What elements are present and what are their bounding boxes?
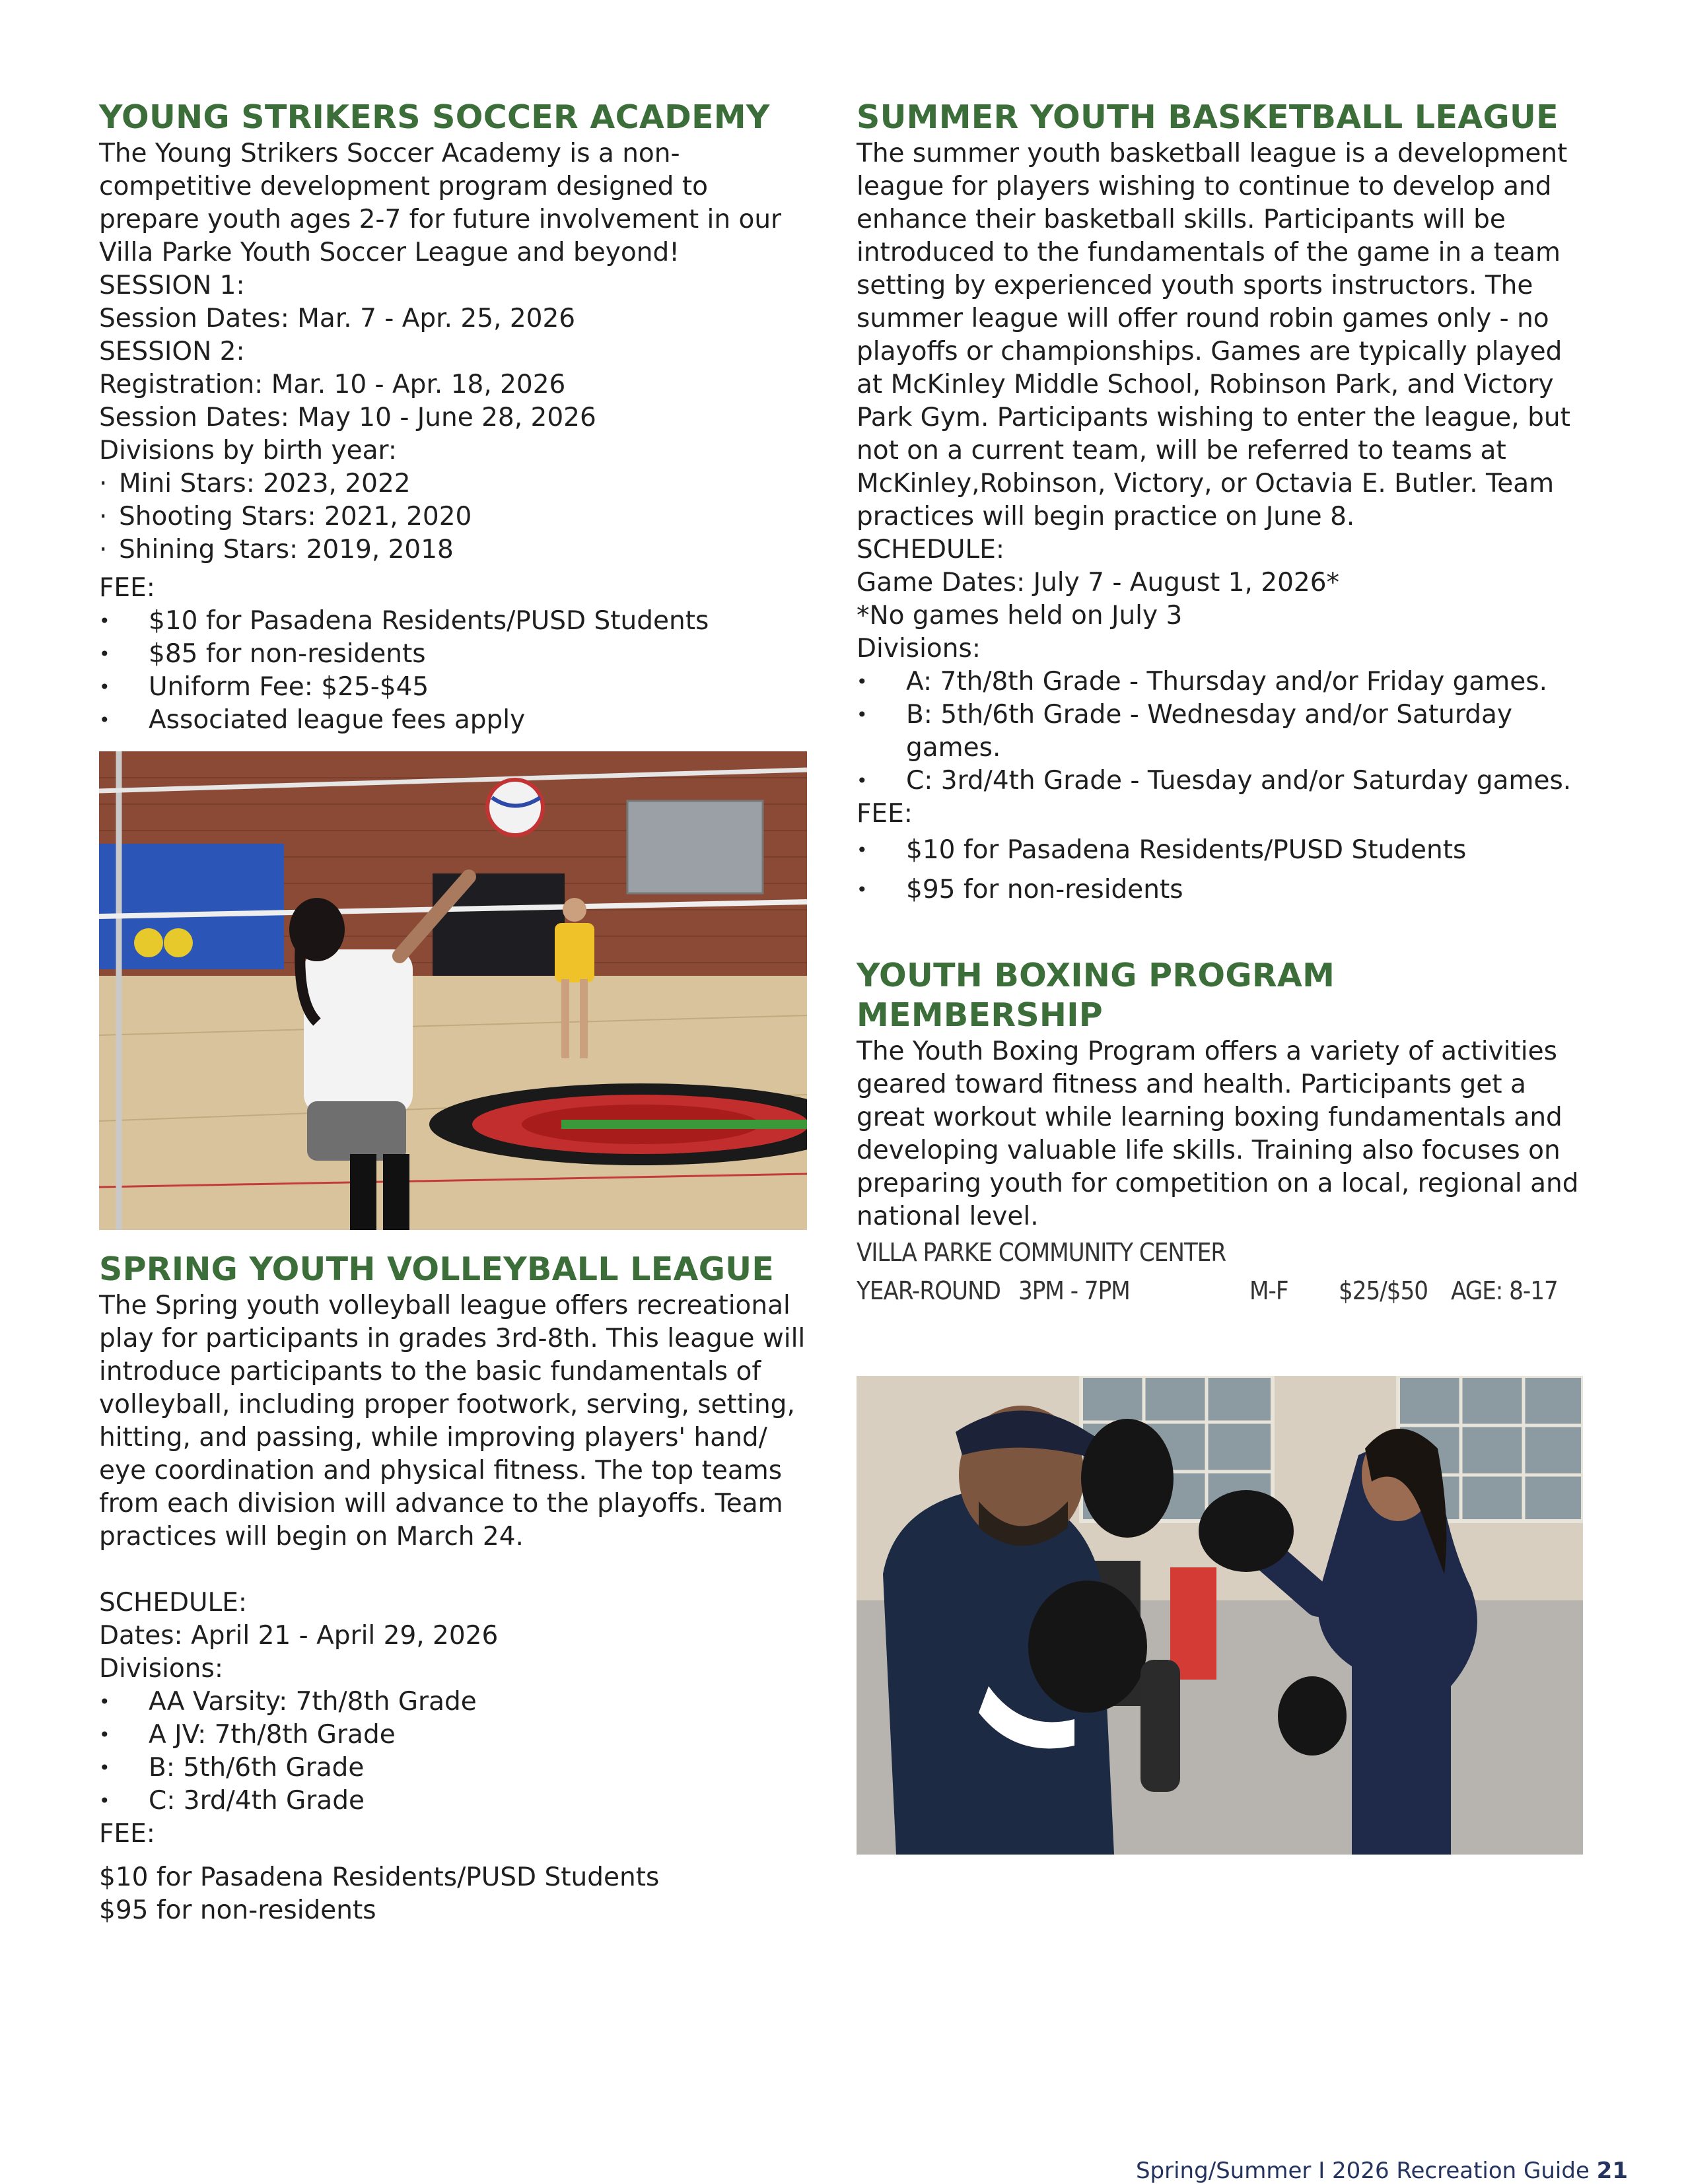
list-item: • C: 3rd/4th Grade <box>99 1785 806 1818</box>
list-item: · Mini Stars: 2023, 2022 <box>99 467 806 500</box>
list-item: • B: 5th/6th Grade <box>99 1752 806 1785</box>
soccer-session1-dates: Session Dates: Mar. 7 - Apr. 25, 2026 <box>99 304 576 333</box>
boxing-season: YEAR-ROUND <box>857 1276 1000 1305</box>
list-item: • A: 7th/8th Grade - Thursday and/or Friday games. <box>857 665 1590 699</box>
basketball-no-games-note: *No games held on July 3 <box>857 601 1183 631</box>
soccer-fee-list <box>99 605 806 737</box>
basketball-schedule-label: SCHEDULE: <box>857 535 1005 564</box>
boxing-section <box>857 956 1590 1310</box>
list-item: • Associated league fees apply <box>99 704 806 737</box>
volleyball-divisions-label: Divisions: <box>99 1654 223 1684</box>
basketball-description: The summer youth basketball league is a development league for players wishing to continue to develop and enhance their basketball skills. Participants will be introduced to the fundamentals of the game in a team setting by experienced youth sports instructors. The summer league will offer round robin games only - no playoffs or championships. Games are typically played at McKinley Middle School, Robinson Park, and Victory Park Gym. Participants wishing to enter the league, but not on a current team, will be referred to teams at McKinley,Robinson, Victory, or Octavia E. Butler. Team practices will begin practice on June 8. <box>857 139 1570 531</box>
list-item: · Shining Stars: 2019, 2018 <box>99 533 806 566</box>
boxing-location <box>857 1233 1590 1272</box>
list-item: • Uniform Fee: $25-$45 <box>99 671 806 704</box>
boxing-fee: $25/$50 <box>1339 1276 1428 1305</box>
soccer-session2-label: SESSION 2: <box>99 337 245 366</box>
soccer-session2-dates: Session Dates: May 10 - June 28, 2026 <box>99 403 596 432</box>
volleyball-fee-nonresident: $95 for non-residents <box>99 1895 376 1925</box>
volleyball-dates: Dates: April 21 - April 29, 2026 <box>99 1621 499 1651</box>
list-item: • AA Varsity: 7th/8th Grade <box>99 1686 806 1719</box>
soccer-title: YOUNG STRIKERS SOCCER ACADEMY <box>99 98 770 136</box>
soccer-session1-label: SESSION 1: <box>99 271 245 300</box>
boxing-schedule-row <box>857 1272 1590 1310</box>
boxing-location-text: VILLA PARKE COMMUNITY CENTER <box>857 1238 1226 1267</box>
soccer-session2-registration: Registration: Mar. 10 - Apr. 18, 2026 <box>99 370 566 399</box>
list-item: • $10 for Pasadena Residents/PUSD Students <box>857 831 1590 870</box>
boxing-time: 3PM - 7PM <box>1018 1276 1130 1305</box>
soccer-section <box>99 98 806 737</box>
basketball-title: SUMMER YOUTH BASKETBALL LEAGUE <box>857 98 1559 136</box>
page-number: 21 <box>1596 2158 1628 2184</box>
right-column <box>857 98 1590 1855</box>
basketball-game-dates: Game Dates: July 7 - August 1, 2026* <box>857 568 1340 597</box>
basketball-fee-list <box>857 831 1590 910</box>
volleyball-section <box>99 1250 806 1927</box>
boxing-days: M-F <box>1249 1276 1288 1305</box>
list-item: • $85 for non-residents <box>99 638 806 671</box>
boxing-title: YOUTH BOXING PROGRAM MEMBERSHIP <box>857 957 1335 1034</box>
volleyball-title: SPRING YOUTH VOLLEYBALL LEAGUE <box>99 1250 775 1288</box>
list-item: • $10 for Pasadena Residents/PUSD Students <box>99 605 806 638</box>
volleyball-fee-label: FEE: <box>99 1819 155 1849</box>
soccer-divisions-list <box>99 467 806 566</box>
soccer-description: The Young Strikers Soccer Academy is a non-competitive development program designed to prepare youth ages 2-7 for future involvement in our Villa Parke Youth Soccer League and beyond! <box>99 139 782 267</box>
footer-text: Spring/Summer I 2026 Recreation Guide <box>1135 2158 1590 2184</box>
volleyball-fee-resident: $10 for Pasadena Residents/PUSD Students <box>99 1862 660 1892</box>
boxing-photo <box>857 1376 1583 1855</box>
basketball-divisions-list <box>857 665 1590 798</box>
list-item: · Shooting Stars: 2021, 2020 <box>99 500 806 533</box>
list-item: • $95 for non-residents <box>857 870 1590 910</box>
list-item: • C: 3rd/4th Grade - Tuesday and/or Saturday games. <box>857 765 1590 798</box>
basketball-fee-label: FEE: <box>857 799 913 829</box>
basketball-divisions-label: Divisions: <box>857 634 981 664</box>
volleyball-schedule-label: SCHEDULE: <box>99 1588 248 1618</box>
volleyball-description: The Spring youth volleyball league offers recreational play for participants in grades 3rd-8th. This league will introduce participants to the basic fundamentals of volleyball, including proper footwork, serving, setting, hitting, and passing, while improving players' hand/ eye coordination and physical fitness. The top teams from each division will advance to the playoffs. Team practices will begin on March 24. <box>99 1291 806 1552</box>
left-column <box>99 98 806 1927</box>
volleyball-divisions-list <box>99 1686 806 1818</box>
soccer-divisions-label: Divisions by birth year: <box>99 436 397 465</box>
page-footer <box>1136 2158 1628 2184</box>
list-item: • A JV: 7th/8th Grade <box>99 1719 806 1752</box>
boxing-description: The Youth Boxing Program offers a variety of activities geared toward fitness and health. Participants get a great workout while learning boxing fundamentals and developing valuable life skills. Training also focuses on preparing youth for competition on a local, regional and national level. <box>857 1037 1579 1231</box>
soccer-fee-label: FEE: <box>99 573 155 603</box>
list-item: • B: 5th/6th Grade - Wednesday and/or Saturday games. <box>857 699 1590 765</box>
basketball-section <box>857 98 1590 910</box>
volleyball-photo <box>99 751 807 1230</box>
boxing-age: AGE: 8-17 <box>1451 1276 1558 1305</box>
